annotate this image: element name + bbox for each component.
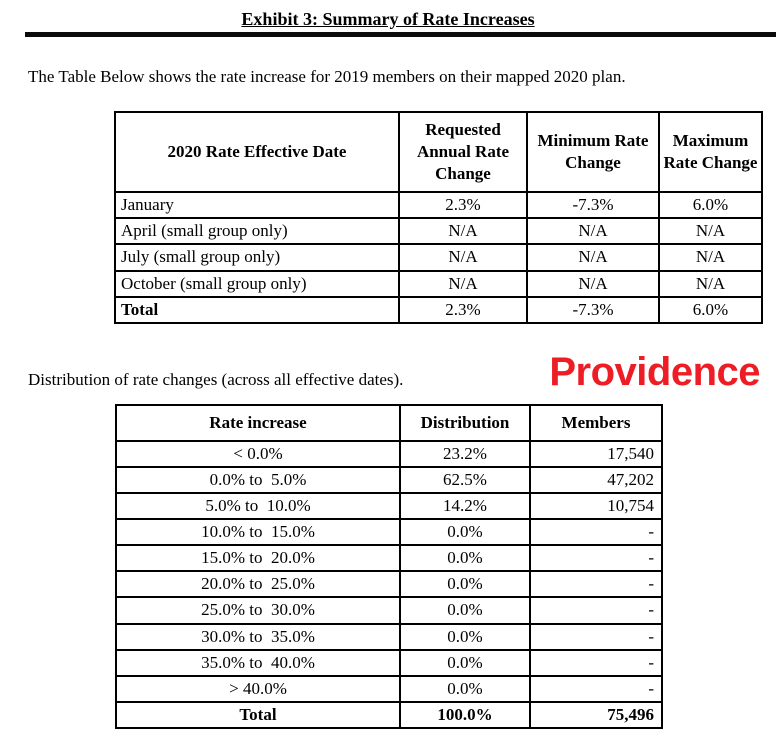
table-cell: 15.0% to 20.0% [116,545,400,571]
table-cell: N/A [527,271,659,297]
table-cell: 6.0% [659,192,762,218]
table-cell: 75,496 [530,702,662,728]
table-cell: 62.5% [400,467,530,493]
table-cell: N/A [659,218,762,244]
table-cell: N/A [527,244,659,270]
table-row [116,650,662,676]
table-row [116,493,662,519]
distribution-table [115,404,663,729]
table-cell: 2.3% [399,192,527,218]
table-cell: April (small group only) [115,218,399,244]
table-cell: -7.3% [527,297,659,323]
table-cell: 20.0% to 25.0% [116,571,400,597]
table-row [116,676,662,702]
column-header-max-change: Maximum Rate Change [659,112,762,192]
table-cell: N/A [399,244,527,270]
table-row [115,244,762,270]
column-header-min-change: Minimum Rate Change [527,112,659,192]
table-cell: 35.0% to 40.0% [116,650,400,676]
table-cell: -7.3% [527,192,659,218]
table-cell: N/A [399,271,527,297]
table-cell: N/A [659,244,762,270]
page-title: Exhibit 3: Summary of Rate Increases [241,9,535,29]
table-cell: N/A [399,218,527,244]
column-header-distribution: Distribution [400,405,530,441]
table-cell: N/A [659,271,762,297]
column-header-members: Members [530,405,662,441]
table-cell: 0.0% [400,624,530,650]
table-cell: 0.0% [400,545,530,571]
column-header-rate-increase: Rate increase [116,405,400,441]
table-row [115,218,762,244]
distribution-caption: Distribution of rate changes (across all effective dates). [28,369,404,389]
table-cell: 0.0% [400,676,530,702]
table-header-row [116,405,662,441]
table-cell: - [530,676,662,702]
table-cell: 0.0% [400,650,530,676]
table-cell: 0.0% [400,571,530,597]
table-cell: July (small group only) [115,244,399,270]
table-cell: 0.0% to 5.0% [116,467,400,493]
table-cell: 5.0% to 10.0% [116,493,400,519]
table-row [116,545,662,571]
table-cell: - [530,624,662,650]
table-row [116,467,662,493]
table-row [116,519,662,545]
table-row-total [116,702,662,728]
table-cell: - [530,650,662,676]
table-cell: - [530,571,662,597]
table-cell: 0.0% [400,597,530,623]
column-header-effective-date: 2020 Rate Effective Date [115,112,399,192]
table-cell: 23.2% [400,441,530,467]
table-header-row [115,112,762,192]
table-row [116,441,662,467]
table-cell: October (small group only) [115,271,399,297]
table-row [116,597,662,623]
table-row [116,624,662,650]
table-cell: 30.0% to 35.0% [116,624,400,650]
table-cell: - [530,519,662,545]
table-cell: < 0.0% [116,441,400,467]
table-cell: 17,540 [530,441,662,467]
table-cell: 0.0% [400,519,530,545]
table-cell: 47,202 [530,467,662,493]
intro-text: The Table Below shows the rate increase for 2019 members on their mapped 2020 plan. [28,67,626,86]
table-row [115,271,762,297]
horizontal-rule [25,32,776,37]
rate-increase-table [114,111,763,324]
table-cell: 100.0% [400,702,530,728]
table-cell: > 40.0% [116,676,400,702]
table-cell: January [115,192,399,218]
table-cell: Total [116,702,400,728]
table-cell: 6.0% [659,297,762,323]
table-cell: - [530,597,662,623]
table-cell: 25.0% to 30.0% [116,597,400,623]
table-cell: 14.2% [400,493,530,519]
document-page [0,8,776,729]
caption-row [28,350,776,394]
table-cell: Total [115,297,399,323]
table-cell: 10.0% to 15.0% [116,519,400,545]
table-row-total [115,297,762,323]
table-cell: 2.3% [399,297,527,323]
table-cell: N/A [527,218,659,244]
table-cell: 10,754 [530,493,662,519]
column-header-requested-change: Requested Annual Rate Change [399,112,527,192]
table-row [115,192,762,218]
table-row [116,571,662,597]
table-cell: - [530,545,662,571]
providence-logo: Providence [549,349,760,394]
